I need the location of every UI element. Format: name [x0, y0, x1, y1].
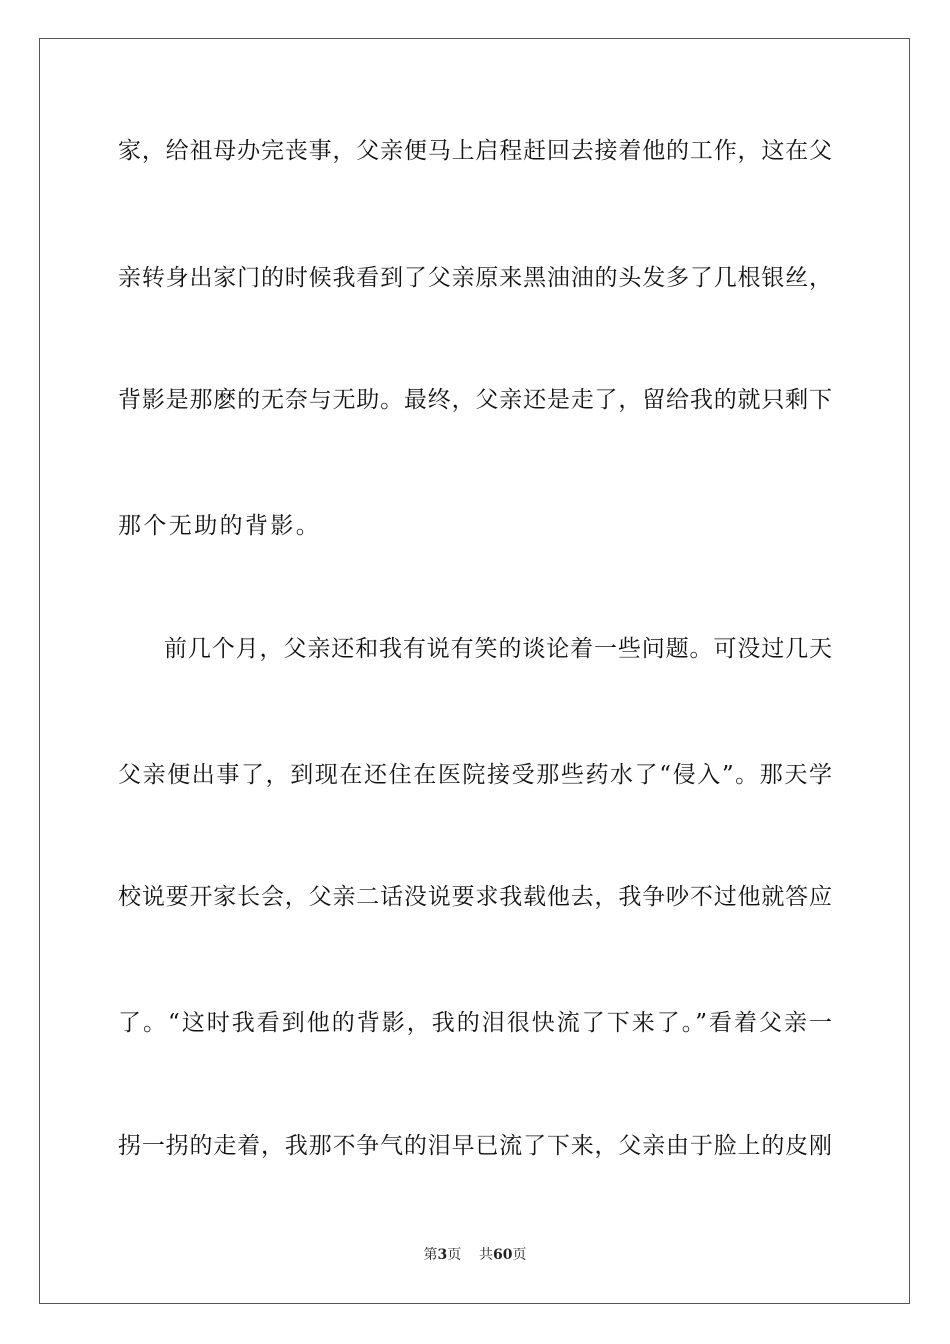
text-line-9: 拐一拐的走着，我那不争气的泪早已流了下来，父亲由于脸上的皮刚: [118, 1133, 832, 1159]
paragraph-start-line: 前几个月，父亲还和我有说有笑的谈论着一些问题。可没过几天: [164, 636, 832, 662]
page-border: [39, 38, 910, 1304]
total-pages: 60: [493, 1247, 513, 1263]
total-prefix: 共: [479, 1247, 494, 1263]
text-line-1: 家，给祖母办完丧事，父亲便马上启程赶回去接着他的工作，这在父: [118, 138, 832, 164]
total-suffix: 页: [512, 1247, 527, 1263]
text-line-2: 亲转身出家门的时候我看到了父亲原来黑油油的头发多了几根银丝，: [118, 265, 832, 291]
page-suffix: 页: [447, 1247, 462, 1263]
page-prefix: 第: [423, 1247, 438, 1263]
page-number: 3: [437, 1247, 448, 1263]
text-line-6: 父亲便出事了，到现在还住在医院接受那些药水了“侵入”。那天学: [118, 762, 832, 788]
text-line-7: 校说要开家长会，父亲二话没说要求我载他去，我争吵不过他就答应: [118, 884, 832, 910]
text-line-8: 了。“这时我看到他的背影，我的泪很快流了下来了。”看着父亲一: [118, 1010, 832, 1036]
text-line-4: 那个无助的背影。: [118, 513, 322, 539]
page-footer: [0, 1246, 950, 1264]
text-line-3: 背影是那麽的无奈与无助。最终，父亲还是走了，留给我的就只剩下: [118, 387, 832, 413]
